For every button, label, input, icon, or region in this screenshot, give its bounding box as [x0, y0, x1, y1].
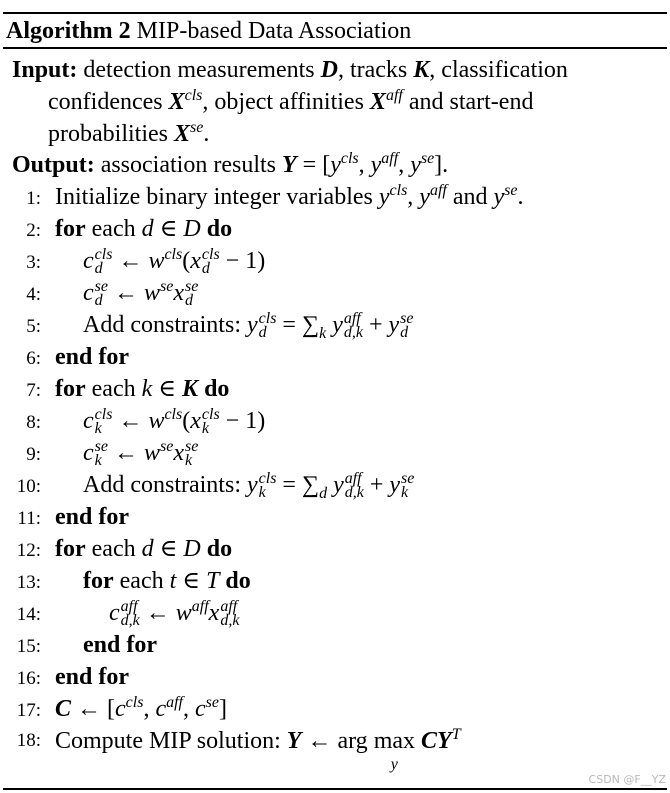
step-10: 10: Add constraints: y cls k = $\sum_d$ y aff d,k + y se k — [3, 469, 414, 501]
algorithm-caption — [6, 17, 411, 45]
step-12: 12: for each d ∈ D do — [3, 533, 232, 565]
step-15: 15: end for — [3, 629, 157, 661]
step-number: 4: — [26, 284, 41, 305]
output-label: Output: — [12, 152, 95, 178]
step-3: 3: c cls d ← $w^{cls}(x$ cls d − 1) — [3, 245, 265, 277]
algorithm-title: MIP-based Data Association — [136, 18, 412, 44]
step-4: 4: c se d ← $w^{se}x$ se d — [3, 277, 198, 309]
step-18: 18: Compute MIP solution: Y ← arg max y $CY^T$ — [3, 725, 461, 781]
step-11: 11: end for — [3, 501, 129, 533]
step-number: 18: — [16, 730, 41, 751]
algorithm-label: Algorithm 2 — [6, 18, 131, 44]
step-number: 6: — [26, 348, 41, 369]
step-13: 13: for each t ∈ T do — [3, 565, 251, 597]
watermark-text: CSDN @F__YZ — [588, 773, 666, 786]
step-number: 14: — [16, 604, 41, 625]
step-7: 7: for each k ∈ K do — [3, 373, 229, 405]
step-number: 16: — [16, 668, 41, 689]
caption-rule — [3, 47, 667, 49]
step-9: 9: c se k ← $w^{se}x$ se k — [3, 437, 198, 469]
step-number: 8: — [26, 412, 41, 433]
step-17: 17: C ← [$c^{cls}$, $c^{aff}$, $c^{se}$] — [3, 693, 227, 725]
output-line: Output: association results $Y = [y^{cls}$, $y^{aff}$, $y^{se}$]. — [12, 150, 449, 178]
step-2: 2: for each d ∈ D do — [3, 213, 232, 245]
step-8: 8: c cls k ← $w^{cls}(x$ cls k − 1) — [3, 405, 265, 437]
step-number: 10: — [16, 476, 41, 497]
step-number: 11: — [17, 508, 41, 529]
step-5: 5: Add constraints: y cls d = $\sum_k$ y aff d,k + y se d — [3, 309, 413, 341]
step-number: 15: — [16, 636, 41, 657]
input-line-3: probabilities $X^{se}$. — [48, 119, 210, 147]
input-label: Input: — [12, 57, 78, 83]
input-line-2: confidences $X^{cls}$, object affinities $X^{aff}$ and start-end — [48, 87, 534, 115]
input-block — [12, 54, 664, 150]
step-16: 16: end for — [3, 661, 129, 693]
step-number: 13: — [16, 572, 41, 593]
step-14: 14: c aff d,k ← $w^{aff}x$ aff d,k — [3, 597, 239, 629]
step-number: 1: — [26, 188, 41, 209]
step-number: 2: — [26, 220, 41, 241]
step-number: 17: — [16, 700, 41, 721]
step-number: 5: — [26, 316, 41, 337]
output-block — [12, 149, 664, 181]
step-number: 7: — [26, 380, 41, 401]
step-number: 12: — [16, 540, 41, 561]
bottom-rule — [3, 788, 667, 790]
step-6: 6: end for — [3, 341, 129, 373]
top-rule — [3, 12, 667, 14]
algorithm-block — [3, 3, 667, 793]
step-1: 1: Initialize binary integer variables $y^{cls}$, $y^{aff}$ and $y^{se}$. — [3, 181, 523, 213]
step-number: 3: — [26, 252, 41, 273]
input-line-1: Input: detection measurements D, tracks K, classification — [12, 57, 568, 83]
step-number: 9: — [26, 444, 41, 465]
